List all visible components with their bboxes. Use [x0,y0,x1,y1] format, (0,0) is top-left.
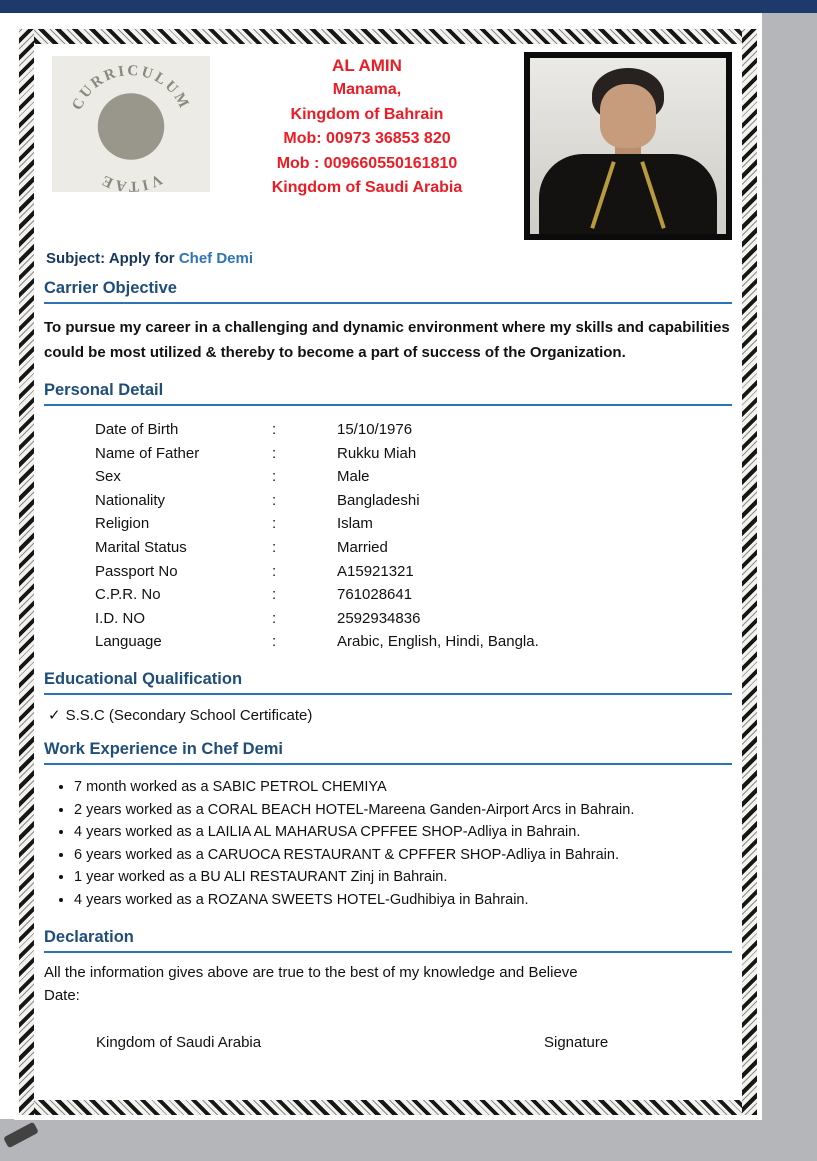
rope-border-right [742,29,757,1115]
declaration-place: Kingdom of Saudi Arabia [96,1033,262,1051]
stamp-circle [98,93,164,159]
curriculum-vitae-stamp [52,56,210,192]
signature-row [44,1034,732,1056]
stamp-text-top: CURRICULUM [69,62,193,113]
document-content [44,50,732,1094]
scan-top-band [0,0,817,13]
education-item-text: S.S.C (Secondary School Certificate) [65,706,313,724]
personal-value: 2592934836 [337,609,421,627]
personal-detail-table [95,418,732,654]
personal-label: Sex [95,468,121,486]
personal-label: Religion [95,515,150,533]
colon-separator: : [272,538,277,556]
section-divider [44,404,732,406]
photo-chef-jacket [539,154,717,240]
date-label: Date: [44,986,80,1004]
contact-mobile-1: Mob: 00973 36853 820 [283,130,451,147]
personal-value: 15/10/1976 [337,421,413,438]
personal-value: 761028641 [337,586,413,604]
personal-value: Islam [337,515,373,533]
personal-value: Male [337,468,370,486]
header-row [44,50,732,240]
table-row [95,512,732,536]
section-divider [44,302,732,304]
personal-value: A15921321 [337,562,414,580]
table-row [95,489,732,513]
section-heading-declaration: Declaration [44,927,134,946]
personal-label: C.P.R. No [95,586,161,604]
table-row [95,536,732,560]
scan-bottom-margin [0,1119,817,1161]
colon-separator: : [272,562,277,580]
section-divider [44,763,732,765]
subject-label: Subject: [46,250,106,267]
contact-block [210,50,524,201]
rope-border-left [19,29,34,1115]
section-divider [44,951,732,953]
experience-item: • 4 years worked as a ROZANA SWEETS HOTEL-Gudhibiya in Bahrain. [74,889,732,912]
experience-item: • 4 years worked as a LAILIA AL MAHARUSA CPFFEE SHOP-Adliya in Bahrain. [74,821,732,844]
personal-value: Married [337,538,388,556]
scan-right-margin [762,13,817,1161]
table-row [95,442,732,466]
contact-country: Kingdom of Bahrain [290,105,444,123]
subject-line [46,250,732,267]
education-item [48,706,732,724]
table-row [95,630,732,654]
personal-value: Arabic, English, Hindi, Bangla. [337,633,539,651]
colon-separator: : [272,421,277,438]
colon-separator: : [272,515,277,533]
svg-text:VITAE [98,171,165,192]
personal-label: I.D. NO [95,609,146,627]
personal-label: Marital Status [95,538,187,556]
contact-mobile-2: Mob : 009660550161810 [276,154,458,172]
stamp-text-bottom: VITAE [97,170,165,192]
experience-list [44,776,732,912]
section-heading-objective: Carrier Objective [44,279,177,297]
declaration-body: All the information gives above are true to the best of my knowledge and Believe [44,963,578,981]
table-row [95,560,732,584]
colon-separator: : [272,586,277,604]
personal-label: Language [95,633,162,651]
experience-item: • 2 years worked as a CORAL BEACH HOTEL-Mareena Ganden-Airport Arcs in Bahrain. [74,799,732,822]
colon-separator: : [272,633,277,651]
section-heading-education: Educational Qualification [44,669,243,688]
colon-separator: : [272,491,277,509]
colon-separator: : [272,609,277,627]
personal-value: Rukku Miah [337,444,417,462]
signature-label: Signature [544,1033,609,1051]
table-row [95,465,732,489]
table-row [95,583,732,607]
subject-text: Apply for [108,250,175,267]
rope-border-top [19,29,757,44]
photo-face [600,84,656,148]
personal-label: Nationality [95,491,166,509]
personal-label: Date of Birth [95,421,179,438]
cv-document [14,24,762,1120]
objective-body: To pursue my career in a challenging and dynamic environment where my skills and capabilities could be most utilized & thereby to become a part of success of the Organization. [44,319,730,361]
experience-item: • 6 years worked as a CARUOCA RESTAURANT & CPFFER SHOP-Adliya in Bahrain. [74,844,732,867]
contact-country-2: Kingdom of Saudi Arabia [271,179,463,196]
rope-border-bottom [19,1100,757,1115]
jacket-trim-right [640,161,665,229]
candidate-name: AL AMIN [332,56,402,75]
section-heading-personal: Personal Detail [44,381,164,399]
portrait-photo [524,52,732,240]
stamp-graphic [52,56,210,192]
colon-separator: : [272,468,277,486]
section-divider [44,693,732,695]
personal-label: Passport No [95,562,178,580]
experience-item: • 7 month worked as a SABIC PETROL CHEMIYA [74,776,732,799]
subject-role: Chef Demi [178,250,254,267]
contact-city: Manama, [332,81,402,98]
check-icon: ✓ [48,706,61,724]
table-row [95,418,732,442]
table-row [95,607,732,631]
experience-item: • 1 year worked as a BU ALI RESTAURANT Zinj in Bahrain. [74,866,732,889]
section-heading-experience: Work Experience in Chef Demi [44,739,284,758]
colon-separator: : [272,444,277,462]
personal-label: Name of Father [95,444,200,462]
personal-value: Bangladeshi [337,491,420,509]
jacket-trim-left [590,161,615,229]
